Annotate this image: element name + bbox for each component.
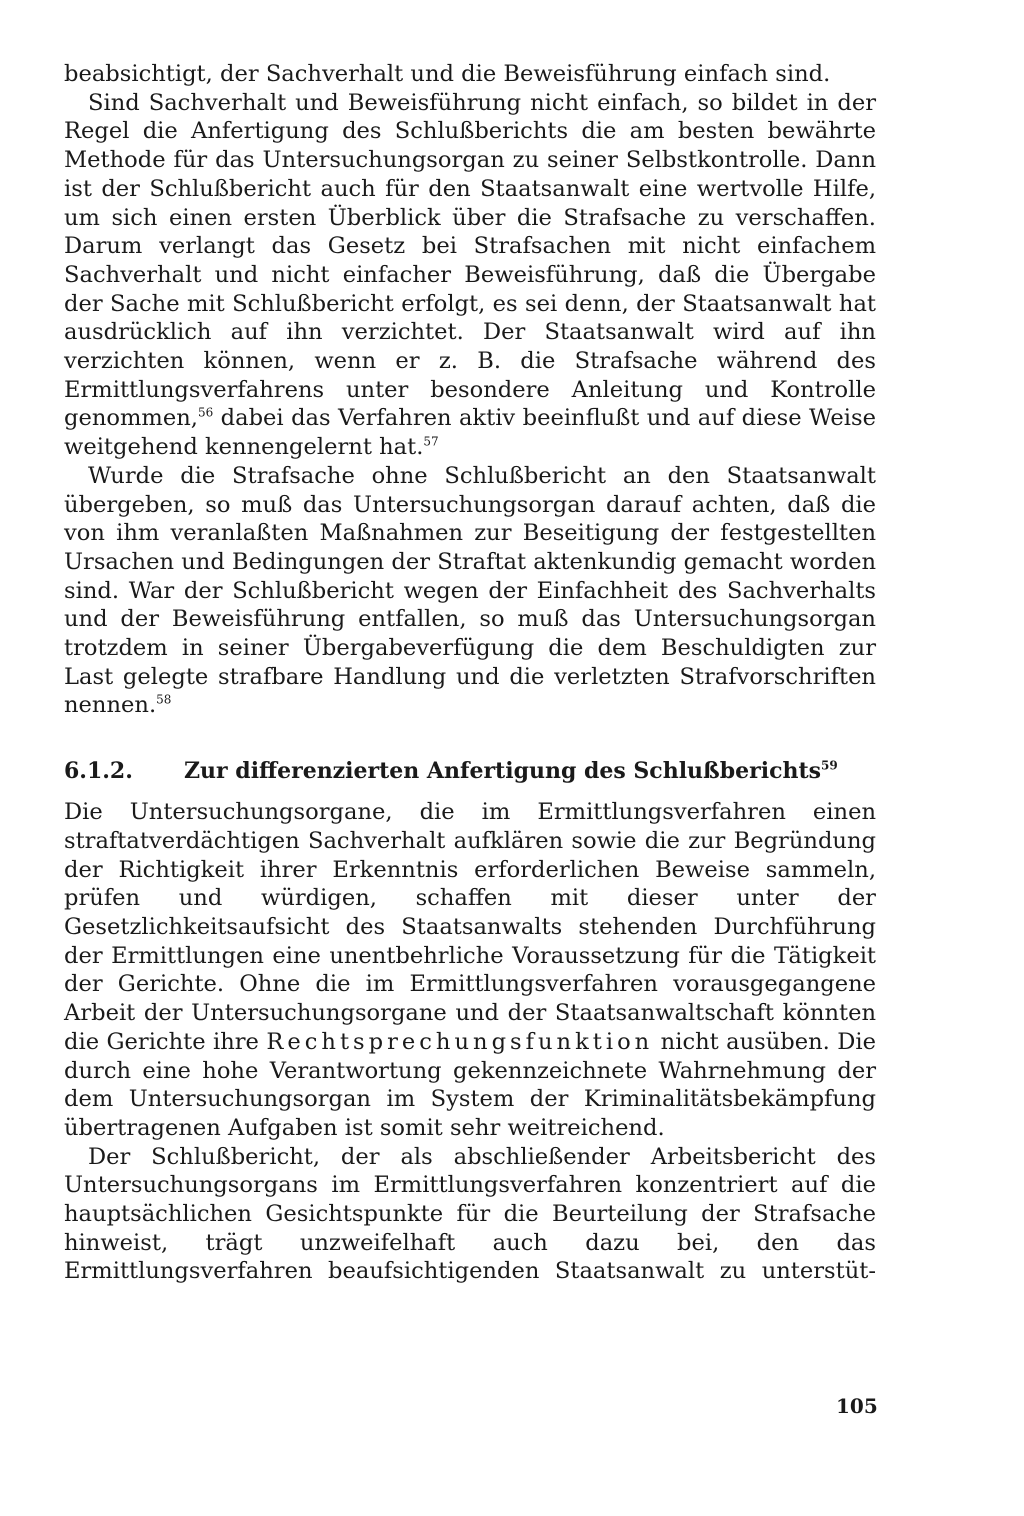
paragraph-text: Der Schlußbericht, der als abschließender Arbeitsbericht des Untersuchungsorgans im Ermittlungsverfahren konzentriert auf die hauptsächlichen Gesichtspunkte für die Beurteilung der Strafsache hinweist, trägt unzweifelhaft auch dazu bei, den das Ermittlungsverfahren beaufsichtigenden Staatsanwalt zu unterstüt- (64, 1143, 876, 1285)
paragraph-text: Die Untersuchungsorgane, die im Ermittlungsverfahren einen straftatverdächtigen Sachverhalt aufklären sowie die zur Begründung der Richtigkeit ihrer Erkenntnis erforderlichen Beweise sammeln, prüfen und würdigen, schaffen mit dieser unter der Gesetzlichkeitsaufsicht des Staatsanwalts stehenden Durchführung der Ermittlungen eine unentbehrliche Voraussetzung für die Tätigkeit der Gerichte. Ohne die im Ermittlungsverfahren vorausgegangene Arbeit der Untersuchungsorgane und der Staatsanwaltschaft könnten die Gerichte ihre (64, 799, 876, 1055)
paragraph-text: beabsichtigt, der Sachverhalt und die Beweisführung einfach sind. (64, 61, 831, 87)
paragraph-text: Sind Sachverhalt und Beweisführung nicht einfach, so bildet in der Regel die Anfertigung des Schlußberichts die am besten bewährte Methode für das Untersuchungsorgan zu seiner Selbstkontrolle. Dann ist der Schlußbericht auch für den Staatsanwalt eine wertvolle Hilfe, um sich einen ersten Überblick über die Strafsache zu verschaffen. Darum verlangt das Gesetz bei Strafsachen mit nicht einfachem Sachverhalt und nicht einfacher Beweisführung, daß die Übergabe der Sache mit Schlußbericht erfolgt, es sei denn, der Staatsanwalt hat ausdrücklich auf ihn verzichtet. Der Staatsanwalt wird auf ihn verzichten können, wenn er z. B. die Strafsache während des Ermittlungsverfahrens unter besondere Anleitung und Kontrolle genommen, (64, 89, 876, 432)
paragraph-schlussbericht-selbstkontrolle (64, 89, 876, 462)
emphasized-term: Rechtsprechungsfunktion (266, 1028, 654, 1055)
footnote-marker-57: 57 (423, 434, 439, 449)
section-number: 6.1.2. (64, 758, 133, 785)
section-heading (64, 756, 876, 786)
paragraph-ohne-schlussbericht (64, 462, 876, 720)
paragraph-schlussbericht-arbeitsbericht (64, 1143, 876, 1287)
footnote-marker-59: 59 (821, 758, 838, 773)
section-title-text: Zur differenzierten Anfertigung des Schlußberichts (184, 758, 822, 785)
footnote-marker-58: 58 (156, 692, 172, 707)
section-title (184, 756, 838, 786)
paragraph-untersuchungsorgane (64, 798, 876, 1142)
footnote-marker-56: 56 (197, 405, 214, 420)
page-number: 105 (836, 1394, 878, 1418)
paragraph-text: nicht ausüben. Die durch eine hohe Verantwortung gekennzeichnete Wahrnehmung der dem Untersuchungsorgan im System der Kriminalitätsbekämpfung übertragenen Aufgaben ist somit sehr weitreichend. (64, 1028, 876, 1141)
paragraph-text: Wurde die Strafsache ohne Schlußbericht an den Staatsanwalt übergeben, so muß das Untersuchungsorgan darauf achten, daß die von ihm veranlaßten Maßnahmen zur Beseitigung der festgestellten Ursachen und Bedingungen der Straftat aktenkundig gemacht worden sind. War der Schlußbericht wegen der Einfachheit des Sachverhalts und der Beweisführung entfallen, so muß das Untersuchungsorgan trotzdem in seiner Übergabeverfügung die dem Beschuldigten zur Last gelegte strafbare Handlung und die verletzten Strafvorschriften nennen. (64, 462, 876, 719)
paragraph-text: dabei das Verfahren aktiv beeinflußt und auf diese Weise weitgehend kennengelernt hat. (64, 405, 876, 461)
paragraph-continuation (64, 60, 876, 89)
page-body (64, 60, 876, 1286)
